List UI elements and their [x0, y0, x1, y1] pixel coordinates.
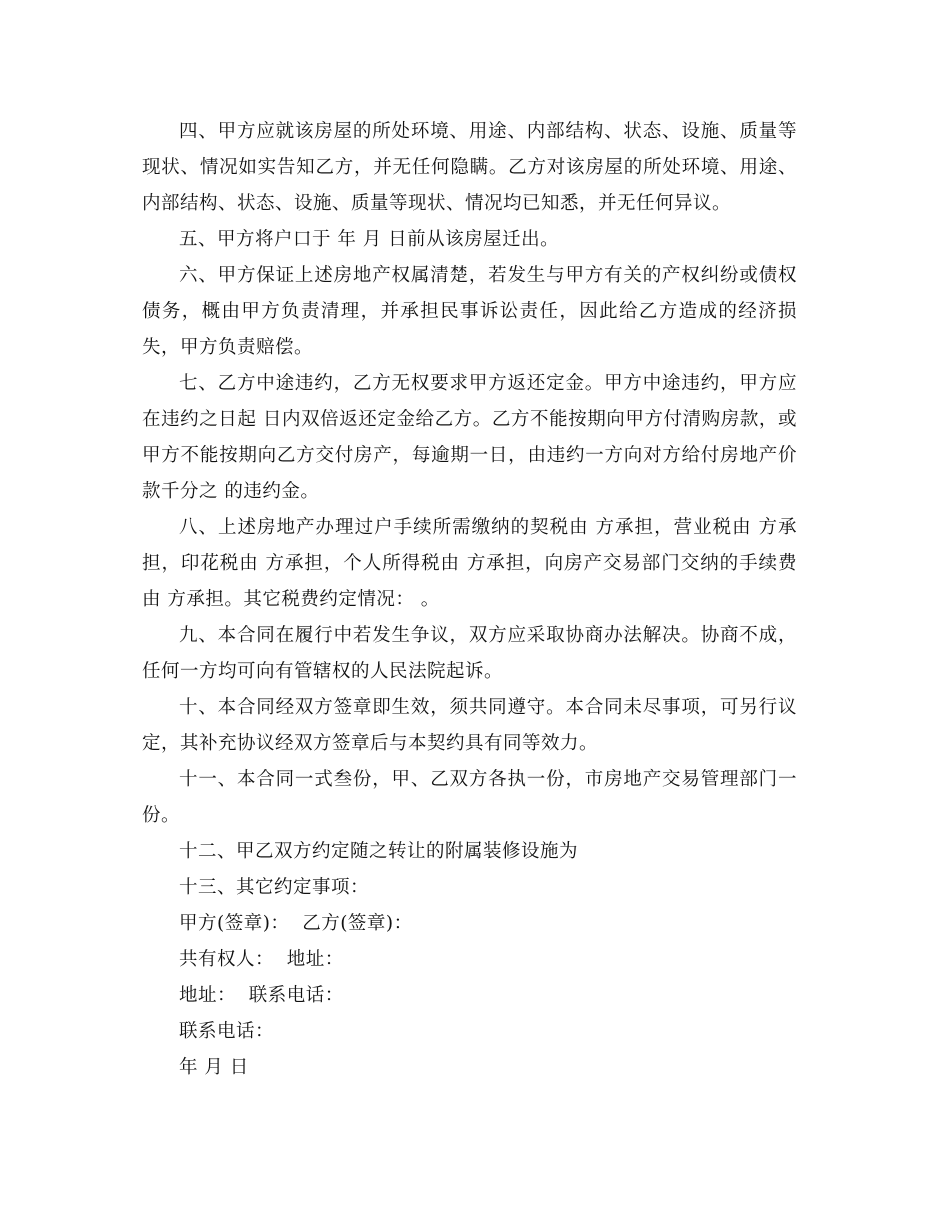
signature-line-date: 年 月 日	[179, 1057, 249, 1078]
signature-line-co-owner: 共有权人： 地址：	[179, 949, 344, 970]
clause-6: 六、甲方保证上述房地产权属清楚，若发生与甲方有关的产权纠纷或债权债务，概由甲方负责清理，并承担民事诉讼责任，因此给乙方造成的经济损失，甲方负责赔偿。	[142, 265, 797, 358]
clause-10: 十、本合同经双方签章即生效，须共同遵守。本合同未尽事项，可另行议定，其补充协议经双方签章后与本契约具有同等效力。	[142, 697, 797, 754]
clause-8: 八、上述房地产办理过户手续所需缴纳的契税由 方承担，营业税由 方承担，印花税由 方承担，个人所得税由 方承担，向房产交易部门交纳的手续费由 方承担。其它税费约定情况： 。	[142, 517, 797, 610]
signature-line-address: 地址： 联系电话：	[179, 985, 344, 1006]
contract-body	[142, 114, 797, 1086]
clause-7: 七、乙方中途违约，乙方无权要求甲方返还定金。甲方中途违约，甲方应在违约之日起 日内双倍返还定金给乙方。乙方不能按期向甲方付清购房款，或甲方不能按期向乙方交付房产，每逾期一日，由违约一方向对方给付房地产价款千分之 的违约金。	[142, 373, 797, 502]
clause-5: 五、甲方将户口于 年 月 日前从该房屋迁出。	[179, 229, 560, 250]
clause-4: 四、甲方应就该房屋的所处环境、用途、内部结构、状态、设施、质量等现状、情况如实告知乙方，并无任何隐瞒。乙方对该房屋的所处环境、用途、内部结构、状态、设施、质量等现状、情况均已知悉，并无任何异议。	[142, 121, 797, 214]
signature-line-phone: 联系电话：	[179, 1021, 275, 1042]
clause-13: 十三、其它约定事项：	[179, 877, 370, 898]
clause-9: 九、本合同在履行中若发生争议，双方应采取协商办法解决。协商不成，任何一方均可向有管辖权的人民法院起诉。	[142, 625, 797, 682]
clause-11: 十一、本合同一式叁份，甲、乙双方各执一份，市房地产交易管理部门一份。	[142, 769, 797, 826]
clause-12: 十二、甲乙双方约定随之转让的附属装修设施为	[179, 841, 579, 862]
signature-line-parties: 甲方(签章)： 乙方(签章)：	[179, 913, 413, 934]
